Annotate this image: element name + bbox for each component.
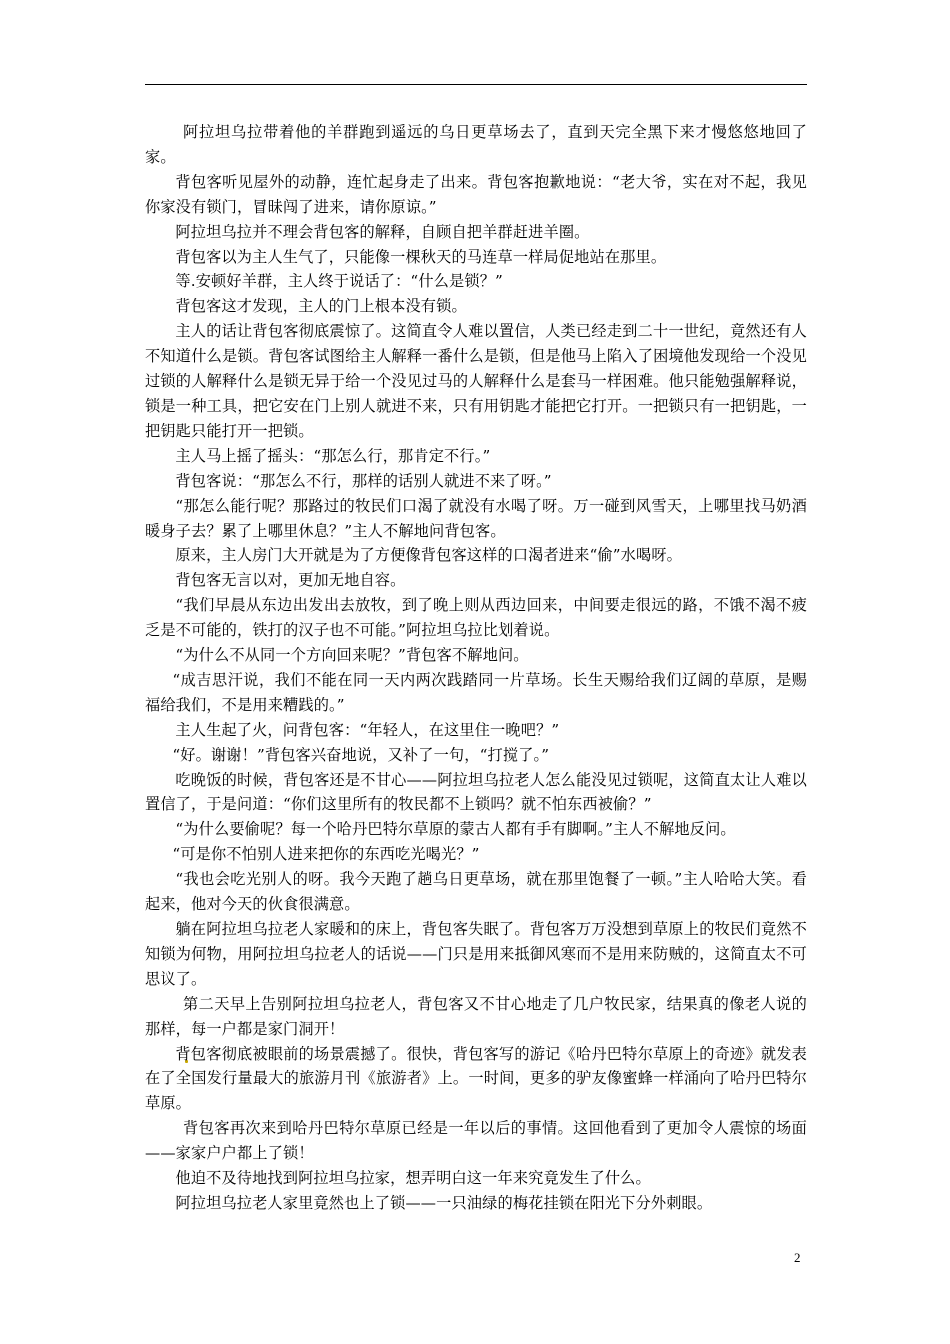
paragraph: “成吉思汗说，我们不能在同一天内两次践踏同一片草场。长生天赐给我们辽阔的草原，是赐福给我们，不是用来糟践的。” [145, 670, 807, 714]
paragraph: 阿拉坦乌拉老人家里竟然也上了锁——一只油绿的梅花挂锁在阳光下分外刺眼。 [175, 1193, 713, 1212]
paragraph: “为什么不从同一个方向回来呢？”背包客不解地问。 [175, 646, 529, 665]
paragraph: 主人生起了火，问背包客：“年轻人，在这里住一晚吧？” [175, 720, 560, 739]
paragraph: 背包客彻底被眼前的场景震撼了。很快，背包客写的游记《哈丹巴特尔草原上的奇迹》就发表在了全国发行量最大的旅游月刊《旅游者》上。一时间，更多的驴友像蜜蜂一样涌向了哈丹巴特尔草原。 [145, 1044, 807, 1113]
paragraph: “我们早晨从东边出发出去放牧，到了晚上则从西边回来，中间要走很远的路，不饿不渴不疲乏是不可能的，铁打的汉子也不可能。”阿拉坦乌拉比划着说。 [145, 596, 807, 640]
paragraph: “我也会吃光别人的呀。我今天跑了趟乌日更草场，就在那里饱餐了一顿。”主人哈哈大笑。看起来，他对今天的伙食很满意。 [145, 870, 807, 914]
paragraph: 背包客这才发现，主人的门上根本没有锁。 [175, 297, 467, 316]
paragraph: “可是你不怕别人进来把你的东西吃光喝光？” [172, 845, 480, 864]
paragraph: 背包客无言以对，更加无地自容。 [175, 571, 406, 590]
body-text [145, 120, 807, 1216]
paragraph: 背包客再次来到哈丹巴特尔草原已经是一年以后的事情。这回他看到了更加令人震惊的场面——家家户户都上了锁！ [145, 1119, 807, 1163]
paragraph: “为什么要偷呢？每一个哈丹巴特尔草原的蒙古人都有手有脚啊。”主人不解地反问。 [175, 820, 736, 839]
paragraph: 原来，主人房门大开就是为了方便像背包客这样的口渴者进来“偷”水喝呀。 [175, 546, 683, 565]
paragraph: 第二天早上告别阿拉坦乌拉老人，背包客又不甘心地走了几户牧民家，结果真的像老人说的那样，每一户都是家门洞开！ [145, 994, 807, 1038]
page-number: 2 [794, 1250, 801, 1265]
paragraph: “好。谢谢！”背包客兴奋地说，又补了一句，“打搅了。” [172, 745, 550, 764]
paragraph: 背包客听见屋外的动静，连忙起身走了出来。背包客抱歉地说：“老大爷，实在对不起，我见你家没有锁门，冒昧闯了进来，请你原谅。” [145, 172, 807, 216]
paragraph: 等.安顿好羊群，主人终于说话了：“什么是锁？” [175, 272, 503, 291]
paragraph: “那怎么能行呢？那路过的牧民们口渴了就没有水喝了呀。万一碰到风雪天，上哪里找马奶酒暖身子去？累了上哪里休息？”主人不解地问背包客。 [145, 496, 807, 540]
paragraph: 他迫不及待地找到阿拉坦乌拉家，想弄明白这一年来究竟发生了什么。 [175, 1169, 651, 1188]
paragraph: 阿拉坦乌拉并不理会背包客的解释，自顾自把羊群赶进羊圈。 [175, 222, 590, 241]
paragraph: 背包客以为主人生气了，只能像一棵秋天的马连草一样局促地站在那里。 [175, 247, 667, 266]
paragraph: 吃晚饭的时候，背包客还是不甘心——阿拉坦乌拉老人怎么能没见过锁呢，这简直太让人难以置信了，于是问道：“你们这里所有的牧民都不上锁吗？就不怕东西被偷？” [145, 770, 807, 814]
paragraph: 背包客说：“那怎么不行，那样的话别人就进不来了呀。” [175, 471, 552, 490]
header-rule [145, 84, 807, 85]
paragraph: 主人马上摇了摇头：“那怎么行，那肯定不行。” [175, 446, 491, 465]
paragraph: 阿拉坦乌拉带着他的羊群跑到遥远的乌日更草场去了，直到天完全黑下来才慢悠悠地回了家。 [145, 123, 807, 166]
paragraph: 躺在阿拉坦乌拉老人家暖和的床上，背包客失眠了。背包客万万没想到草原上的牧民们竟然不知锁为何物，用阿拉坦乌拉老人的话说——门只是用来抵御风寒而不是用来防贼的，这简直太不可思议了。 [145, 920, 807, 988]
paragraph: 主人的话让背包客彻底震惊了。这简直令人难以置信，人类已经走到二十一世纪，竟然还有人不知道什么是锁。背包客试图给主人解释一番什么是锁，但是他马上陷入了困境他发现给一个没见过锁的人解释什么是锁无异于给一个没见过马的人解释什么是套马一样困难。他只能勉强解释说，锁是一种工具，把它安在门上别人就进不来，只有用钥匙才能把它打开。一把锁只有一把钥匙，一把钥匙只能打开一把锁。 [145, 322, 807, 440]
